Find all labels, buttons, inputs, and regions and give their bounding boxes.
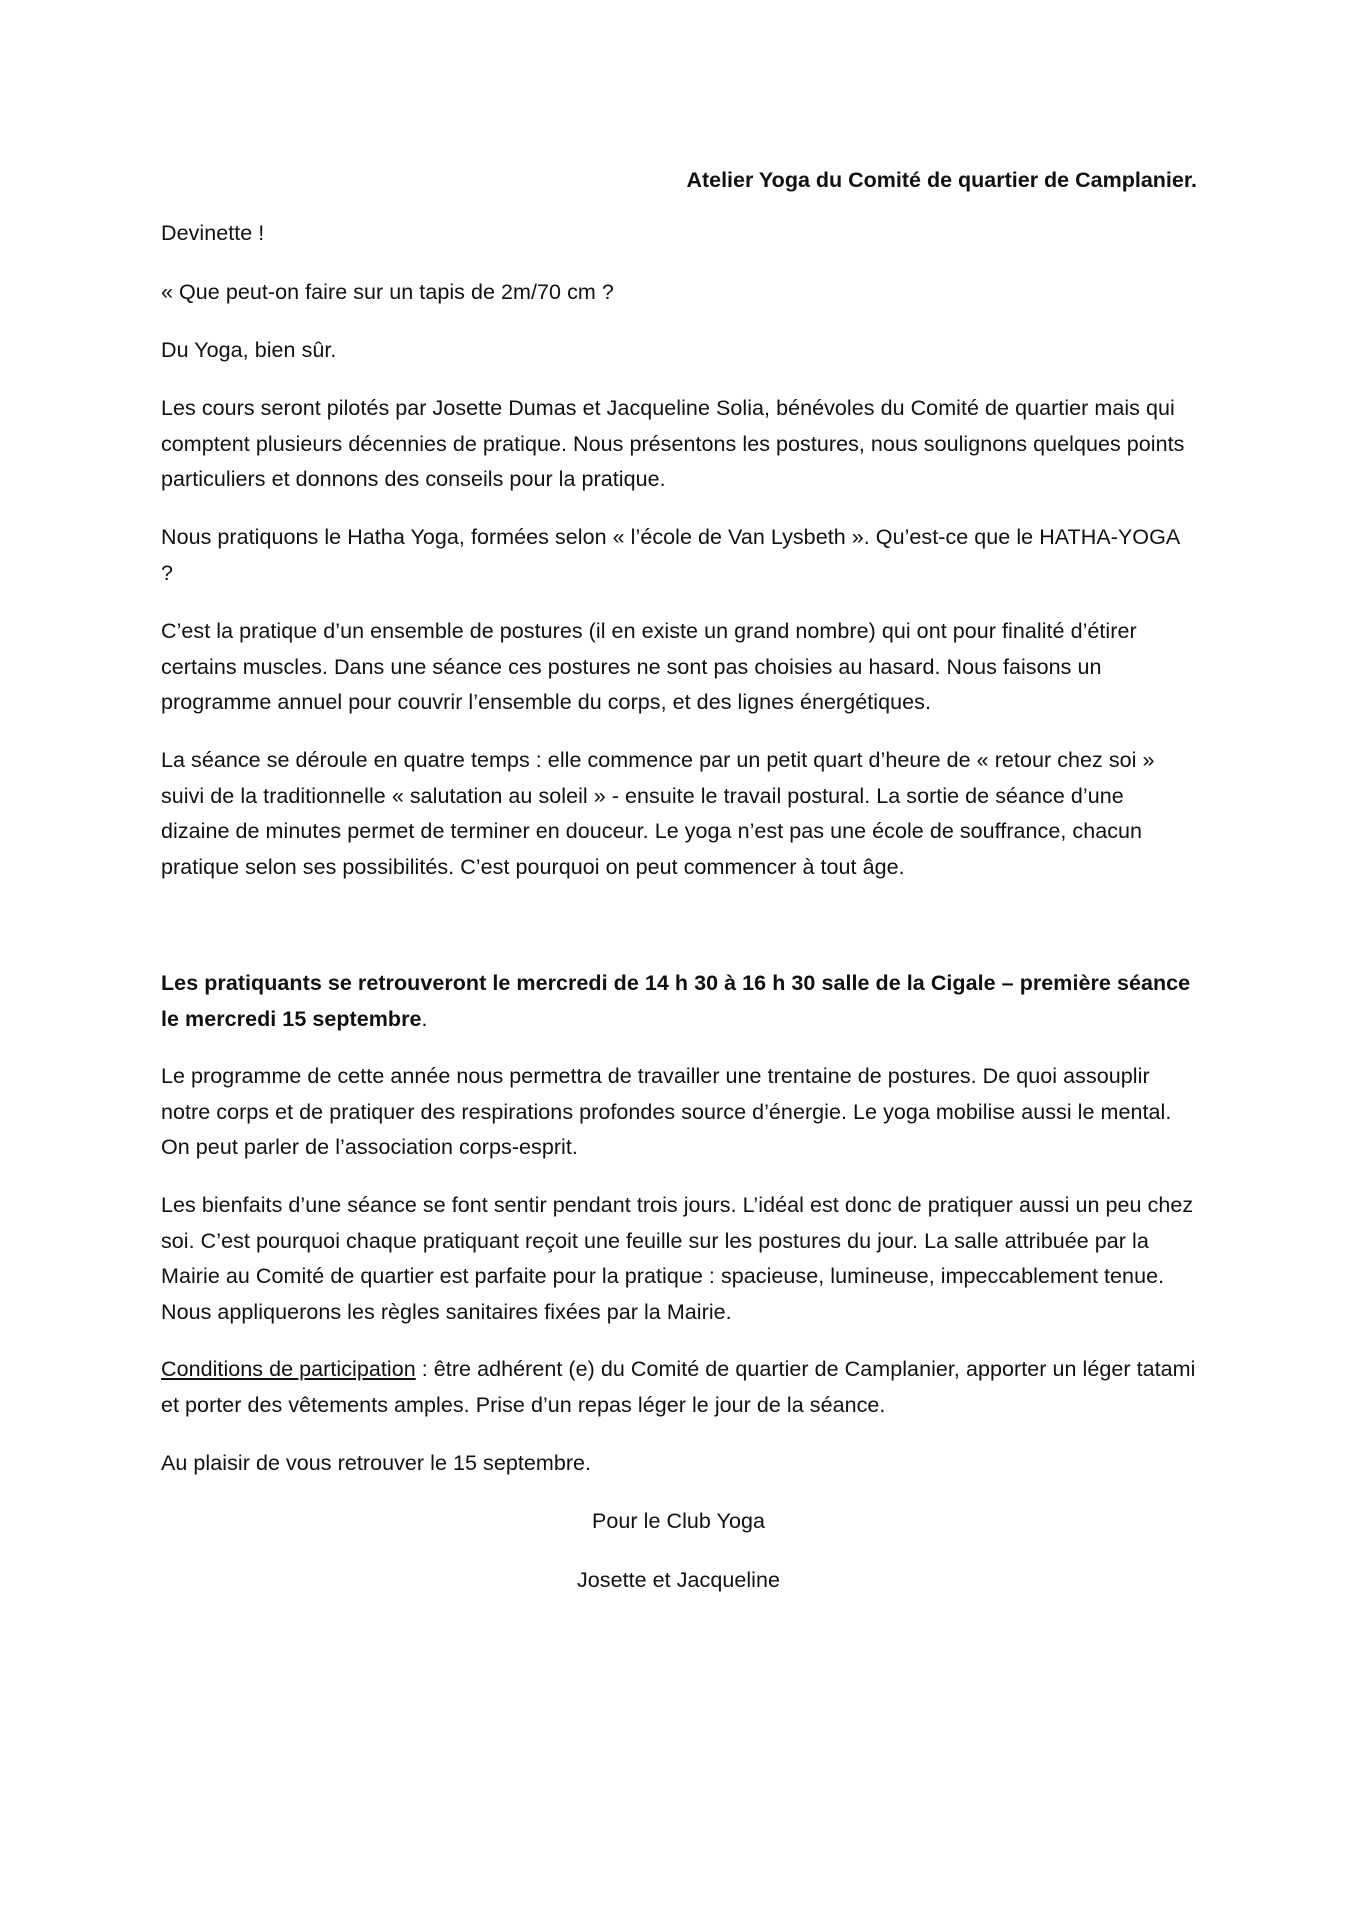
paragraph-benefits: Les bienfaits d’une séance se font sentir pendant trois jours. L’idéal est donc de pratiquer aussi un peu chez soi. C’est pourquoi chaque pratiquant reçoit une feuille sur les postures du jour. La salle attribuée par la Mairie au Comité de quartier est parfaite pour la pratique : spacieuse, lumineuse, impeccablement tenue. Nous appliquerons les règles sanitaires fixées par la Mairie. <box>161 1193 1194 1324</box>
signature-names: Josette et Jacqueline <box>576 1568 781 1592</box>
paragraph-teachers: Les cours seront pilotés par Josette Dumas et Jacqueline Solia, bénévoles du Comité de quartier mais qui comptent plusieurs décennies de pratique. Nous présentons les postures, nous soulignons quelques points particuliers et donnons des conseils pour la pratique. <box>161 396 1185 491</box>
signature-club: Pour le Club Yoga <box>592 1509 765 1533</box>
paragraph-postures: C’est la pratique d’un ensemble de postures (il en existe un grand nombre) qui ont pour finalité d’étirer certains muscles. Dans une séance ces postures ne sont pas choisies au hasard. Nous faisons un programme annuel pour couvrir l’ensemble du corps, et des lignes énergétiques. <box>161 619 1137 714</box>
schedule-bold-text: Les pratiquants se retrouveront le mercredi de 14 h 30 à 16 h 30 salle de la Cigale – première séance le mercredi 15 septembre <box>161 971 1191 1031</box>
paragraph-hatha: Nous pratiquons le Hatha Yoga, formées selon « l’école de Van Lysbeth ». Qu’est-ce que le HATHA-YOGA ? <box>161 525 1180 585</box>
schedule-end-text: . <box>421 1006 428 1031</box>
paragraph-schedule <box>161 966 1196 1037</box>
conditions-text: : être adhérent (e) du Comité de quartier de Camplanier, apporter un léger tatami et porter des vêtements amples. Prise d’un repas léger le jour de la séance. <box>161 1357 1196 1417</box>
conditions-label: Conditions de participation <box>161 1357 416 1381</box>
paragraph-program: Le programme de cette année nous permettra de travailler une trentaine de postures. De quoi assouplir notre corps et de pratiquer des respirations profondes source d’énergie. Le yoga mobilise aussi le mental. On peut parler de l’association corps-esprit. <box>161 1064 1172 1159</box>
document-title: Atelier Yoga du Comité de quartier de Camplanier. <box>686 168 1197 192</box>
paragraph-conditions <box>161 1352 1196 1423</box>
paragraph-answer: Du Yoga, bien sûr. <box>161 338 337 362</box>
paragraph-riddle: Devinette ! <box>161 221 265 245</box>
paragraph-question: « Que peut-on faire sur un tapis de 2m/70 cm ? <box>161 280 614 304</box>
paragraph-session: La séance se déroule en quatre temps : elle commence par un petit quart d’heure de « retour chez soi » suivi de la traditionnelle « salutation au soleil » - ensuite le travail postural. La sortie de séance d’une dizaine de minutes permet de terminer en douceur. Le yoga n’est pas une école de souffrance, chacun pratique selon ses possibilités. C’est pourquoi on peut commencer à tout âge. <box>161 748 1155 879</box>
paragraph-closing: Au plaisir de vous retrouver le 15 septembre. <box>161 1451 592 1475</box>
